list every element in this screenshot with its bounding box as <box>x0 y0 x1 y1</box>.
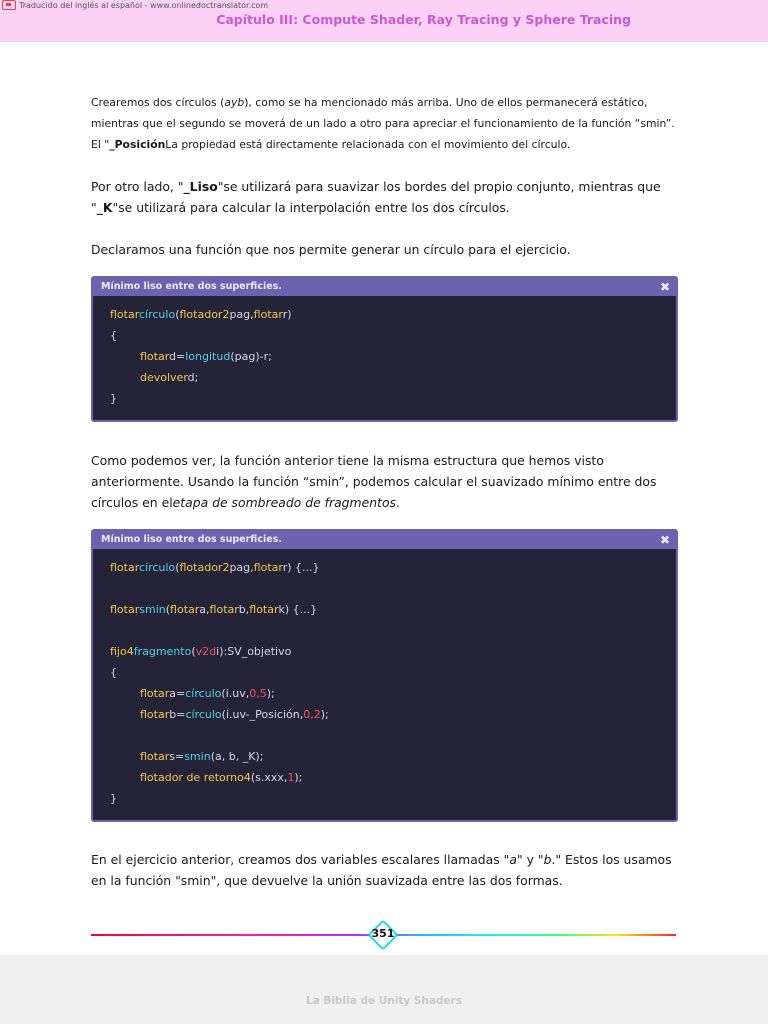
code-line: devolverd; <box>140 371 199 384</box>
code-line: flotara=círculo(i.uv,0,5); <box>140 687 275 700</box>
text-run-bold: _Liso <box>183 179 218 194</box>
footer-title: La Biblia de Unity Shaders <box>305 995 463 1007</box>
text-run-italic: etapa de sombreado de fragmentos <box>172 495 396 510</box>
translator-note[interactable] <box>2 0 268 10</box>
page-header <box>0 0 768 42</box>
code-line: fijo4fragmento(v2di):SV_objetivo <box>110 645 292 658</box>
code-line: flotars=smin(a, b, _K); <box>140 750 264 763</box>
text-run: Declaramos una función que nos permite generar un círculo para el ejercicio. <box>91 242 571 257</box>
code-line: } <box>110 792 117 805</box>
text-run: ), como se ha mencionado más arriba. Uno de ellos permanecerá estático, mientras que el segundo se moverá de un lado a otro para apreciar el funcionamiento de la función “smin”. El " <box>91 96 675 151</box>
code-line: { <box>110 666 117 679</box>
code-line: } <box>110 392 117 405</box>
text-run: Como podemos ver, la función anterior tiene la misma estructura que hemos visto anteriormente. Usando la función “smin”, podemos calcular el suavizado mínimo entre dos círculos en el <box>91 453 657 510</box>
code-line: flotard=longitud(pag)-r; <box>140 350 272 363</box>
paragraph-3 <box>91 239 677 260</box>
code-box-1 <box>91 276 678 422</box>
code-line-blank <box>110 725 676 746</box>
code-box-header <box>93 278 676 296</box>
code-box-2 <box>91 529 678 822</box>
translator-logo-icon <box>2 0 16 10</box>
paragraph-1 <box>91 92 677 155</box>
code-line: { <box>110 329 117 342</box>
paragraph-4 <box>91 450 677 513</box>
page-number: 351 <box>371 927 395 940</box>
paragraph-2 <box>91 176 677 218</box>
code-box-title: Mínimo liso entre dos superficies. <box>101 281 282 292</box>
code-body <box>93 549 676 809</box>
text-run: "se utilizará para suavizar los bordes del propio conjunto, mientras que " <box>91 179 661 215</box>
page-footer <box>0 955 768 1024</box>
code-line: flotarsmin(flotara,flotarb,flotark) {...} <box>110 603 318 616</box>
code-line-blank <box>110 620 676 641</box>
text-run: "se utilizará para calcular la interpolación entre los dos círculos. <box>112 200 510 215</box>
text-run-bold: _K <box>96 200 113 215</box>
text-run-italic: ayb <box>224 96 245 109</box>
text-run: En el ejercicio anterior, creamos dos variables escalares llamadas " <box>91 852 510 867</box>
code-line-blank <box>110 578 676 599</box>
text-run: La propiedad está directamente relacionada con el movimiento del círculo. <box>165 138 571 151</box>
text-run: " y " <box>516 852 544 867</box>
page-number-badge <box>368 920 398 950</box>
text-run: Por otro lado, " <box>91 179 184 194</box>
close-icon[interactable]: ✖ <box>659 280 670 294</box>
text-run: Crearemos dos círculos ( <box>91 96 225 109</box>
translator-note-text[interactable]: Traducido del inglés al español - www.onlinedoctranslator.com <box>19 0 269 10</box>
code-line: flotarcírculo(flotador2pag,flotarr) {...} <box>110 561 320 574</box>
code-line: flotarcírculo(flotador2pag,flotarr) <box>110 308 292 321</box>
code-line: flotarb=círculo(i.uv-_Posición,0,2); <box>140 708 329 721</box>
close-icon[interactable]: ✖ <box>659 533 670 547</box>
text-run: . <box>396 495 400 510</box>
text-run: ." Estos los usamos en la función "smin", que devuelve la unión suavizada entre las dos formas. <box>91 852 672 888</box>
code-box-title: Mínimo liso entre dos superficies. <box>101 534 282 545</box>
text-run-italic: b <box>543 852 552 867</box>
paragraph-5 <box>91 849 677 891</box>
code-body <box>93 296 676 409</box>
text-run-italic: a <box>509 852 517 867</box>
chapter-title: Capítulo III: Compute Shader, Ray Tracing y Sphere Tracing <box>216 12 631 27</box>
text-run-bold: _Posición <box>109 138 166 151</box>
code-line: flotador de retorno4(s.xxx,1); <box>140 771 303 784</box>
code-box-header <box>93 531 676 549</box>
